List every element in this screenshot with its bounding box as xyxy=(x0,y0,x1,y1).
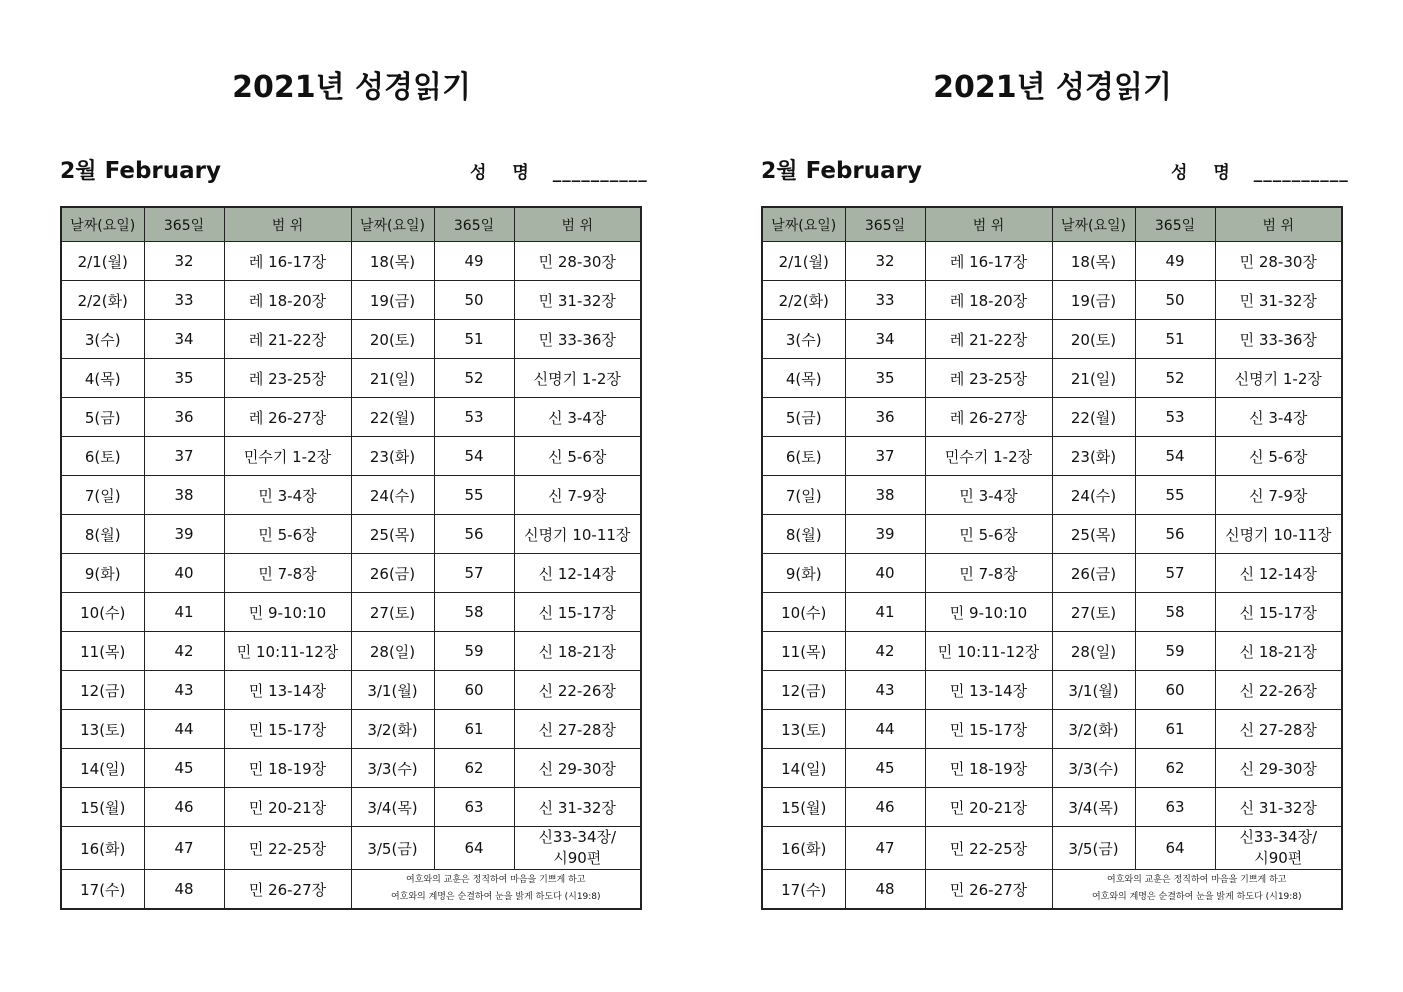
table-row xyxy=(61,398,641,437)
date-cell: 8(월) xyxy=(61,515,144,554)
range-cell: 신 3-4장 xyxy=(514,398,641,437)
day-number-cell: 35 xyxy=(144,359,224,398)
date-cell: 26(금) xyxy=(351,554,434,593)
day-number-cell: 39 xyxy=(144,515,224,554)
date-cell: 6(토) xyxy=(762,437,845,476)
date-cell: 28(일) xyxy=(351,632,434,671)
range-cell: 신 18-21장 xyxy=(1215,632,1342,671)
range-cell: 레 23-25장 xyxy=(925,359,1052,398)
header-date: 날짜(요일) xyxy=(762,207,845,242)
day-number-cell: 47 xyxy=(845,827,925,870)
range-cell: 신명기 1-2장 xyxy=(1215,359,1342,398)
table-row xyxy=(61,749,641,788)
date-cell: 12(금) xyxy=(762,671,845,710)
range-cell: 신 3-4장 xyxy=(1215,398,1342,437)
range-cell: 민 31-32장 xyxy=(1215,281,1342,320)
range-cell: 신 5-6장 xyxy=(1215,437,1342,476)
date-cell: 2/2(화) xyxy=(61,281,144,320)
day-number-cell: 44 xyxy=(144,710,224,749)
table-row xyxy=(762,242,1342,281)
range-cell: 신 15-17장 xyxy=(514,593,641,632)
range-cell: 레 21-22장 xyxy=(224,320,351,359)
range-cell: 레 16-17장 xyxy=(224,242,351,281)
range-cell: 신 31-32장 xyxy=(514,788,641,827)
range-cell: 레 23-25장 xyxy=(224,359,351,398)
range-cell: 신 12-14장 xyxy=(514,554,641,593)
day-number-cell: 54 xyxy=(1135,437,1215,476)
day-number-cell: 38 xyxy=(845,476,925,515)
date-cell: 17(수) xyxy=(61,870,144,910)
date-cell: 14(일) xyxy=(61,749,144,788)
date-cell: 3(수) xyxy=(762,320,845,359)
date-cell: 21(일) xyxy=(351,359,434,398)
day-number-cell: 49 xyxy=(1135,242,1215,281)
day-number-cell: 52 xyxy=(434,359,514,398)
range-cell xyxy=(1215,827,1342,870)
day-number-cell: 60 xyxy=(434,671,514,710)
range-cell: 신 5-6장 xyxy=(514,437,641,476)
range-cell: 신 31-32장 xyxy=(1215,788,1342,827)
table-row xyxy=(61,437,641,476)
range-cell: 민 10:11-12장 xyxy=(224,632,351,671)
table-row xyxy=(762,554,1342,593)
range-cell: 민 7-8장 xyxy=(224,554,351,593)
day-number-cell: 37 xyxy=(144,437,224,476)
day-number-cell: 58 xyxy=(434,593,514,632)
range-cell: 민 20-21장 xyxy=(925,788,1052,827)
range-cell: 민수기 1-2장 xyxy=(925,437,1052,476)
day-number-cell: 37 xyxy=(845,437,925,476)
table-row xyxy=(762,671,1342,710)
date-cell: 3/4(목) xyxy=(351,788,434,827)
range-line: 신33-34장/ xyxy=(538,828,617,846)
note-line: 여호와의 교훈은 정직하여 마음을 기쁘게 하고 xyxy=(1107,875,1287,885)
range-cell: 민 18-19장 xyxy=(925,749,1052,788)
date-cell: 11(목) xyxy=(762,632,845,671)
day-number-cell: 62 xyxy=(1135,749,1215,788)
page-title: 2021년 성경읽기 xyxy=(232,70,471,105)
range-cell: 민 15-17장 xyxy=(224,710,351,749)
range-cell: 레 21-22장 xyxy=(925,320,1052,359)
date-cell: 24(수) xyxy=(351,476,434,515)
table-row xyxy=(61,632,641,671)
day-number-cell: 61 xyxy=(1135,710,1215,749)
month-heading xyxy=(761,154,922,185)
date-cell: 3/5(금) xyxy=(351,827,434,870)
day-number-cell: 58 xyxy=(1135,593,1215,632)
day-number-cell: 64 xyxy=(434,827,514,870)
date-cell: 7(일) xyxy=(762,476,845,515)
day-number-cell: 59 xyxy=(434,632,514,671)
month-number: 2월 xyxy=(60,159,97,184)
range-cell: 민 13-14장 xyxy=(224,671,351,710)
date-cell: 24(수) xyxy=(1052,476,1135,515)
name-field xyxy=(1171,158,1349,183)
day-number-cell: 53 xyxy=(1135,398,1215,437)
date-cell: 22(월) xyxy=(1052,398,1135,437)
day-number-cell: 50 xyxy=(434,281,514,320)
month-name: February xyxy=(805,158,922,184)
day-number-cell: 45 xyxy=(144,749,224,788)
range-cell: 레 18-20장 xyxy=(224,281,351,320)
range-cell: 민 26-27장 xyxy=(224,870,351,910)
date-cell: 3/1(월) xyxy=(351,671,434,710)
table-row xyxy=(61,515,641,554)
range-cell: 민 26-27장 xyxy=(925,870,1052,910)
scripture-note xyxy=(351,870,641,910)
date-cell: 18(목) xyxy=(1052,242,1135,281)
range-cell: 민 5-6장 xyxy=(224,515,351,554)
date-cell: 25(목) xyxy=(1052,515,1135,554)
date-cell: 3/2(화) xyxy=(351,710,434,749)
range-cell: 신 22-26장 xyxy=(514,671,641,710)
day-number-cell: 42 xyxy=(144,632,224,671)
range-cell: 신명기 10-11장 xyxy=(514,515,641,554)
day-number-cell: 41 xyxy=(144,593,224,632)
day-number-cell: 48 xyxy=(845,870,925,910)
date-cell: 14(일) xyxy=(762,749,845,788)
header-range: 범 위 xyxy=(514,207,641,242)
range-line: 시90편 xyxy=(553,849,602,867)
date-cell: 23(화) xyxy=(351,437,434,476)
table-row xyxy=(762,476,1342,515)
date-cell: 15(월) xyxy=(762,788,845,827)
day-number-cell: 39 xyxy=(845,515,925,554)
date-cell: 26(금) xyxy=(1052,554,1135,593)
day-number-cell: 34 xyxy=(144,320,224,359)
page-title: 2021년 성경읽기 xyxy=(933,70,1172,105)
date-cell: 18(목) xyxy=(351,242,434,281)
day-number-cell: 62 xyxy=(434,749,514,788)
range-cell: 레 18-20장 xyxy=(925,281,1052,320)
date-cell: 15(월) xyxy=(61,788,144,827)
name-field xyxy=(470,158,648,183)
day-number-cell: 56 xyxy=(1135,515,1215,554)
day-number-cell: 32 xyxy=(144,242,224,281)
note-line: 여호와의 교훈은 정직하여 마음을 기쁘게 하고 xyxy=(406,875,586,885)
date-cell: 5(금) xyxy=(762,398,845,437)
range-cell: 신 29-30장 xyxy=(1215,749,1342,788)
date-cell: 3/1(월) xyxy=(1052,671,1135,710)
date-cell: 4(목) xyxy=(61,359,144,398)
day-number-cell: 51 xyxy=(434,320,514,359)
range-cell: 민 28-30장 xyxy=(1215,242,1342,281)
table-row xyxy=(762,398,1342,437)
day-number-cell: 47 xyxy=(144,827,224,870)
range-cell: 민 10:11-12장 xyxy=(925,632,1052,671)
range-line: 신33-34장/ xyxy=(1239,828,1318,846)
day-number-cell: 60 xyxy=(1135,671,1215,710)
date-cell: 3(수) xyxy=(61,320,144,359)
reading-sheet-right xyxy=(761,0,1361,992)
table-row xyxy=(61,476,641,515)
range-cell: 민 5-6장 xyxy=(925,515,1052,554)
range-cell xyxy=(514,827,641,870)
range-cell: 신 18-21장 xyxy=(514,632,641,671)
date-cell: 10(수) xyxy=(61,593,144,632)
note-line: 여호와의 계명은 순결하여 눈을 밝게 하도다 (시19:8) xyxy=(1091,892,1302,902)
table-row xyxy=(762,870,1342,910)
table-row xyxy=(762,320,1342,359)
table-row xyxy=(762,788,1342,827)
scripture-note xyxy=(1052,870,1342,910)
table-row xyxy=(61,359,641,398)
day-number-cell: 45 xyxy=(845,749,925,788)
date-cell: 9(화) xyxy=(762,554,845,593)
day-number-cell: 36 xyxy=(845,398,925,437)
day-number-cell: 35 xyxy=(845,359,925,398)
day-number-cell: 51 xyxy=(1135,320,1215,359)
date-cell: 19(금) xyxy=(351,281,434,320)
range-cell: 레 26-27장 xyxy=(224,398,351,437)
date-cell: 12(금) xyxy=(61,671,144,710)
date-cell: 16(화) xyxy=(61,827,144,870)
reading-schedule-table xyxy=(60,206,642,910)
day-number-cell: 52 xyxy=(1135,359,1215,398)
name-blank-line: __________ xyxy=(1253,163,1349,183)
date-cell: 3/5(금) xyxy=(1052,827,1135,870)
header-range: 범 위 xyxy=(224,207,351,242)
date-cell: 9(화) xyxy=(61,554,144,593)
range-cell: 민 3-4장 xyxy=(224,476,351,515)
header-date: 날짜(요일) xyxy=(1052,207,1135,242)
table-row xyxy=(762,281,1342,320)
header-day-number: 365일 xyxy=(1135,207,1215,242)
reading-sheet-left xyxy=(60,0,660,992)
day-number-cell: 61 xyxy=(434,710,514,749)
range-cell: 신 22-26장 xyxy=(1215,671,1342,710)
date-cell: 27(토) xyxy=(1052,593,1135,632)
date-cell: 2/1(월) xyxy=(762,242,845,281)
header-date: 날짜(요일) xyxy=(351,207,434,242)
date-cell: 19(금) xyxy=(1052,281,1135,320)
day-number-cell: 64 xyxy=(1135,827,1215,870)
table-row xyxy=(762,710,1342,749)
table-row xyxy=(61,827,641,870)
range-cell: 민 3-4장 xyxy=(925,476,1052,515)
range-cell: 민 22-25장 xyxy=(224,827,351,870)
date-cell: 3/3(수) xyxy=(1052,749,1135,788)
date-cell: 3/2(화) xyxy=(1052,710,1135,749)
table-row xyxy=(61,671,641,710)
day-number-cell: 53 xyxy=(434,398,514,437)
range-cell: 민 33-36장 xyxy=(1215,320,1342,359)
range-cell: 민 31-32장 xyxy=(514,281,641,320)
date-cell: 20(토) xyxy=(1052,320,1135,359)
day-number-cell: 44 xyxy=(845,710,925,749)
range-cell: 민 13-14장 xyxy=(925,671,1052,710)
table-row xyxy=(762,359,1342,398)
range-cell: 민 33-36장 xyxy=(514,320,641,359)
date-cell: 2/2(화) xyxy=(762,281,845,320)
day-number-cell: 36 xyxy=(144,398,224,437)
name-blank-line: __________ xyxy=(552,163,648,183)
day-number-cell: 50 xyxy=(1135,281,1215,320)
header-range: 범 위 xyxy=(1215,207,1342,242)
header-range: 범 위 xyxy=(925,207,1052,242)
range-cell: 민 9-10:10 xyxy=(925,593,1052,632)
date-cell: 13(토) xyxy=(762,710,845,749)
day-number-cell: 43 xyxy=(845,671,925,710)
reading-schedule-table xyxy=(761,206,1343,910)
date-cell: 3/3(수) xyxy=(351,749,434,788)
table-row xyxy=(762,515,1342,554)
day-number-cell: 43 xyxy=(144,671,224,710)
date-cell: 13(토) xyxy=(61,710,144,749)
day-number-cell: 41 xyxy=(845,593,925,632)
range-cell: 레 16-17장 xyxy=(925,242,1052,281)
day-number-cell: 34 xyxy=(845,320,925,359)
day-number-cell: 63 xyxy=(1135,788,1215,827)
date-cell: 5(금) xyxy=(61,398,144,437)
table-body xyxy=(762,242,1342,827)
range-cell: 신 7-9장 xyxy=(514,476,641,515)
date-cell: 10(수) xyxy=(762,593,845,632)
date-cell: 17(수) xyxy=(762,870,845,910)
day-number-cell: 57 xyxy=(434,554,514,593)
day-number-cell: 59 xyxy=(1135,632,1215,671)
name-label: 성 명 xyxy=(470,163,539,183)
range-cell: 민 15-17장 xyxy=(925,710,1052,749)
month-number: 2월 xyxy=(761,159,798,184)
name-label: 성 명 xyxy=(1171,163,1240,183)
table-row xyxy=(61,788,641,827)
date-cell: 6(토) xyxy=(61,437,144,476)
date-cell: 3/4(목) xyxy=(1052,788,1135,827)
day-number-cell: 40 xyxy=(845,554,925,593)
date-cell: 23(화) xyxy=(1052,437,1135,476)
range-cell: 민 22-25장 xyxy=(925,827,1052,870)
table-row xyxy=(762,749,1342,788)
date-cell: 20(토) xyxy=(351,320,434,359)
header-day-number: 365일 xyxy=(434,207,514,242)
day-number-cell: 46 xyxy=(144,788,224,827)
date-cell: 21(일) xyxy=(1052,359,1135,398)
table-row xyxy=(61,710,641,749)
table-row xyxy=(61,242,641,281)
range-cell: 민 9-10:10 xyxy=(224,593,351,632)
note-line: 여호와의 계명은 순결하여 눈을 밝게 하도다 (시19:8) xyxy=(390,892,601,902)
day-number-cell: 46 xyxy=(845,788,925,827)
table-row xyxy=(762,437,1342,476)
day-number-cell: 38 xyxy=(144,476,224,515)
date-cell: 7(일) xyxy=(61,476,144,515)
table-row xyxy=(762,593,1342,632)
date-cell: 22(월) xyxy=(351,398,434,437)
month-name: February xyxy=(104,158,221,184)
day-number-cell: 63 xyxy=(434,788,514,827)
table-header-row xyxy=(762,207,1342,242)
day-number-cell: 33 xyxy=(845,281,925,320)
date-cell: 27(토) xyxy=(351,593,434,632)
day-number-cell: 55 xyxy=(1135,476,1215,515)
table-body xyxy=(61,242,641,827)
range-cell: 신명기 1-2장 xyxy=(514,359,641,398)
date-cell: 16(화) xyxy=(762,827,845,870)
range-cell: 민 28-30장 xyxy=(514,242,641,281)
table-row xyxy=(61,554,641,593)
date-cell: 25(목) xyxy=(351,515,434,554)
header-day-number: 365일 xyxy=(144,207,224,242)
table-row xyxy=(61,593,641,632)
date-cell: 28(일) xyxy=(1052,632,1135,671)
day-number-cell: 48 xyxy=(144,870,224,910)
date-cell: 11(목) xyxy=(61,632,144,671)
range-cell: 민수기 1-2장 xyxy=(224,437,351,476)
table-header-row xyxy=(61,207,641,242)
date-cell: 2/1(월) xyxy=(61,242,144,281)
range-cell: 민 7-8장 xyxy=(925,554,1052,593)
month-heading xyxy=(60,154,221,185)
day-number-cell: 42 xyxy=(845,632,925,671)
range-cell: 신명기 10-11장 xyxy=(1215,515,1342,554)
day-number-cell: 57 xyxy=(1135,554,1215,593)
day-number-cell: 33 xyxy=(144,281,224,320)
header-day-number: 365일 xyxy=(845,207,925,242)
range-cell: 민 18-19장 xyxy=(224,749,351,788)
date-cell: 4(목) xyxy=(762,359,845,398)
table-row xyxy=(61,870,641,910)
range-cell: 레 26-27장 xyxy=(925,398,1052,437)
range-cell: 신 29-30장 xyxy=(514,749,641,788)
table-row xyxy=(61,320,641,359)
table-row xyxy=(61,281,641,320)
range-cell: 신 27-28장 xyxy=(514,710,641,749)
day-number-cell: 40 xyxy=(144,554,224,593)
day-number-cell: 32 xyxy=(845,242,925,281)
range-cell: 신 27-28장 xyxy=(1215,710,1342,749)
range-cell: 민 20-21장 xyxy=(224,788,351,827)
table-row xyxy=(762,632,1342,671)
day-number-cell: 56 xyxy=(434,515,514,554)
range-cell: 신 15-17장 xyxy=(1215,593,1342,632)
day-number-cell: 49 xyxy=(434,242,514,281)
table-row xyxy=(762,827,1342,870)
range-line: 시90편 xyxy=(1254,849,1303,867)
day-number-cell: 54 xyxy=(434,437,514,476)
date-cell: 8(월) xyxy=(762,515,845,554)
day-number-cell: 55 xyxy=(434,476,514,515)
range-cell: 신 12-14장 xyxy=(1215,554,1342,593)
header-date: 날짜(요일) xyxy=(61,207,144,242)
range-cell: 신 7-9장 xyxy=(1215,476,1342,515)
